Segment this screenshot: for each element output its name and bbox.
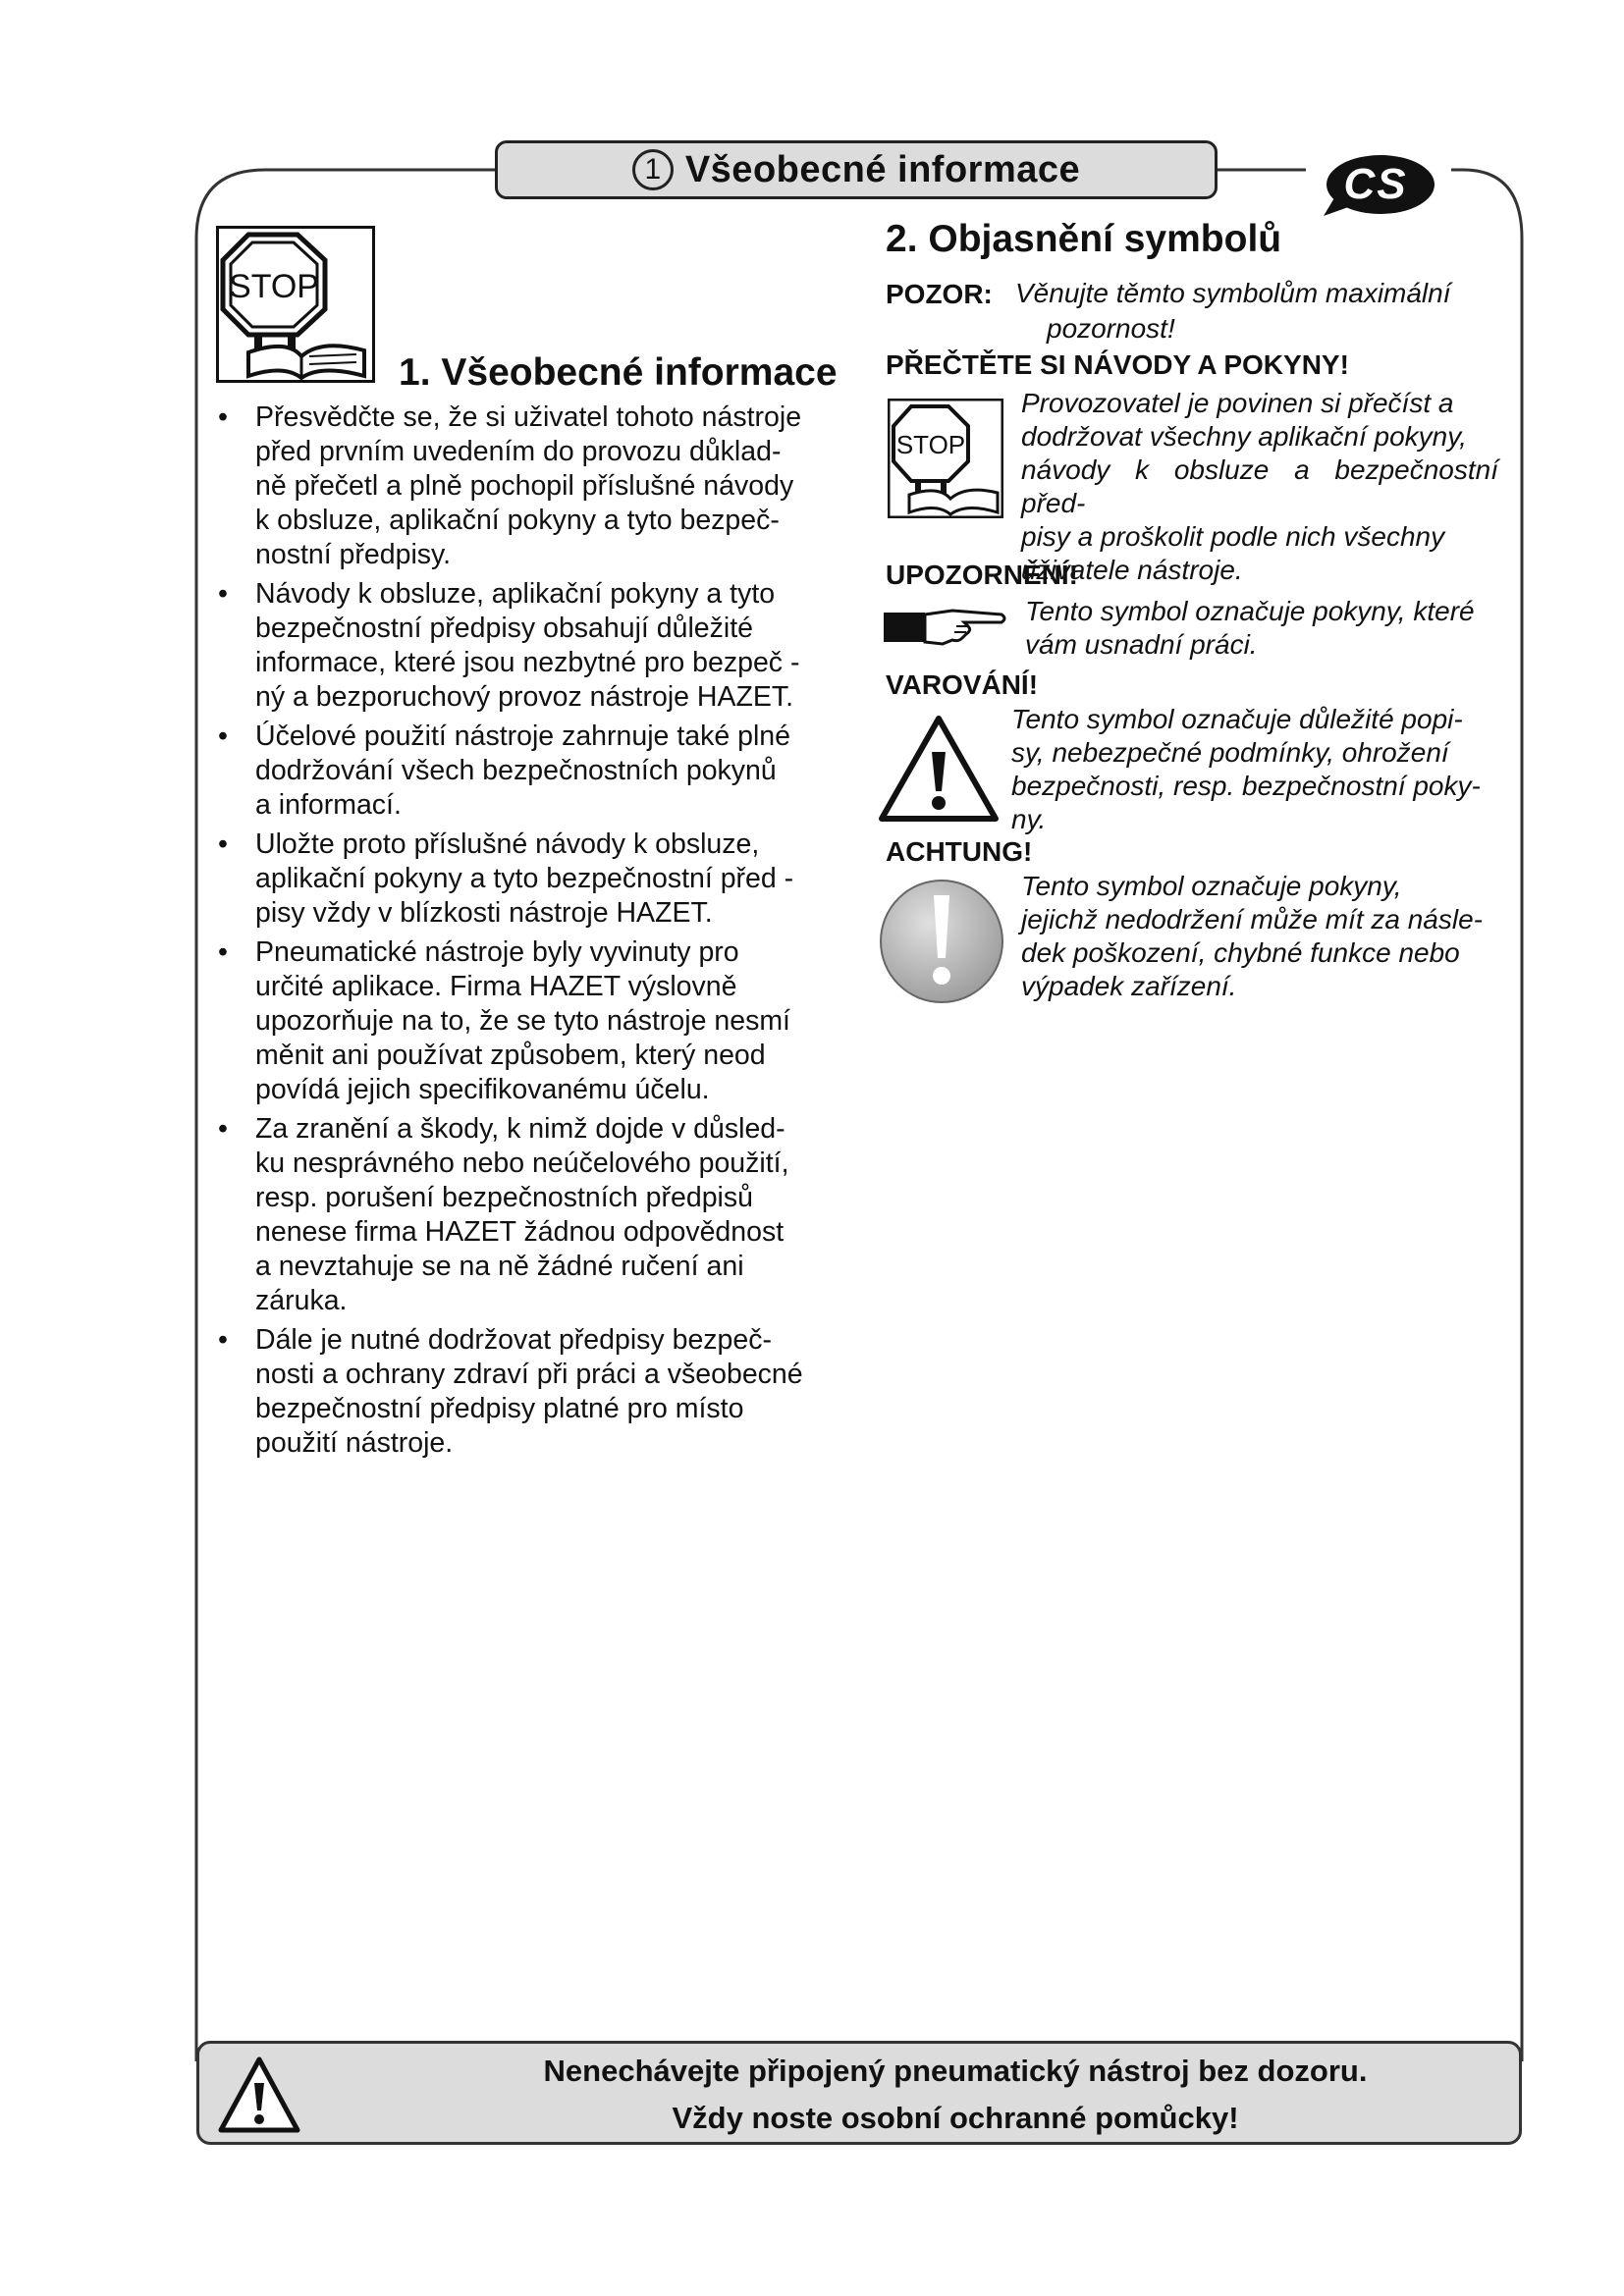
list-item: • Přesvědčte se, že si uživatel tohoto nástroje před prvním uvedením do provozu důklad- ně přečetl a plně pochopil příslušné návody k obsluze, aplikační pokyny a tyto bezpeč- nostní předpisy. [214,400,842,572]
pozor-text-cont: pozornost! [1047,313,1175,344]
banner-line-1: Nenechávejte připojený pneumatický nástroj bez dozoru. [543,2054,1368,2088]
section-number: 1 [632,149,674,190]
section-title: Všeobecné informace [684,148,1081,190]
list-item: • Návody k obsluze, aplikační pokyny a tyto bezpečnostní předpisy obsahují důležité informace, které jsou nezbytné pro bezpeč - ný a bezporuchový provoz nástroje HAZET. [214,577,842,715]
warning-triangle-icon [878,715,1000,823]
svg-text:STOP: STOP [895,430,966,459]
svg-text:STOP: STOP [229,268,319,305]
pozor-text: Věnujte těmto symbolům maximální [1015,278,1451,308]
caution-text: Tento symbol označuje pokyny, jejichž nedodržení může mít za násle- dek poškození, chybné funkce nebo výpadek zařízení. [1021,871,1483,1001]
language-badge [1322,153,1437,220]
stop-read-manual-icon [216,226,375,383]
list-item: • Účelové použití nástroje zahrnuje také plné dodržování všech bezpečnostních pokynů a informací. [214,720,842,823]
pointing-hand-icon [884,601,1007,650]
language-code: CS [1343,160,1408,208]
stop-read-manual-icon [888,399,1003,518]
right-section-title: 2. Objasnění symbolů [886,218,1282,260]
list-item: • Dále je nutné dodržovat předpisy bezpeč- nosti a ochrany zdraví při práci a všeobecné bezpečnostní předpisy platné pro místo použití nástroje. [214,1323,842,1461]
warning-label: VAROVÁNÍ! [886,669,1039,700]
banner-line-2: Vždy noste osobní ochranné pomůcky! [672,2101,1239,2135]
caution-label: ACHTUNG! [886,836,1033,867]
list-item: • Za zranění a škody, k nimž dojde v důsled- ku nesprávného nebo neúčelového použití, resp. porušení bezpečnostních předpisů nenese firma HAZET žádnou odpovědnost a nevztahuje se na ně žádné ručení ani záruka. [214,1112,842,1318]
pozor-label: POZOR: [886,279,993,309]
section-header [495,140,1218,199]
list-item: • Pneumatické nástroje byly vyvinuty pro určité aplikace. Firma HAZET výslovně upozorňuje na to, že se tyto nástroje nesmí měnit ani používat způsobem, který neod povídá jejich specifikovanému účelu. [214,935,842,1107]
read-instructions-label: PŘEČTĚTE SI NÁVODY A POKYNY! [886,349,1349,380]
read-instructions-text: Provozovatel je povinen si přečíst a dodržovat všechny aplikační pokyny, návody k obsluze a bezpečnostní před- pisy a proškolit podle nich všechny uživatele nástroje. [1021,388,1498,585]
safety-banner [196,2041,1522,2145]
warning-text: Tento symbol označuje důležité popi- sy, nebezpečné podmínky, ohrožení bezpečnosti, resp. bezpečnostní poky- ny. [1011,704,1481,834]
note-text: Tento symbol označuje pokyny, které vám usnadní práci. [1025,596,1475,660]
general-info-list [214,400,842,1466]
exclamation-circle-icon [878,878,1005,1005]
warning-triangle-icon [217,2056,301,2134]
left-section-title: 1. Všeobecné informace [399,351,838,394]
list-item: • Uložte proto příslušné návody k obsluze, aplikační pokyny a tyto bezpečnostní před - pisy vždy v blízkosti nástroje HAZET. [214,828,842,931]
note-label: UPOZORNĚNÍ! [886,560,1078,590]
